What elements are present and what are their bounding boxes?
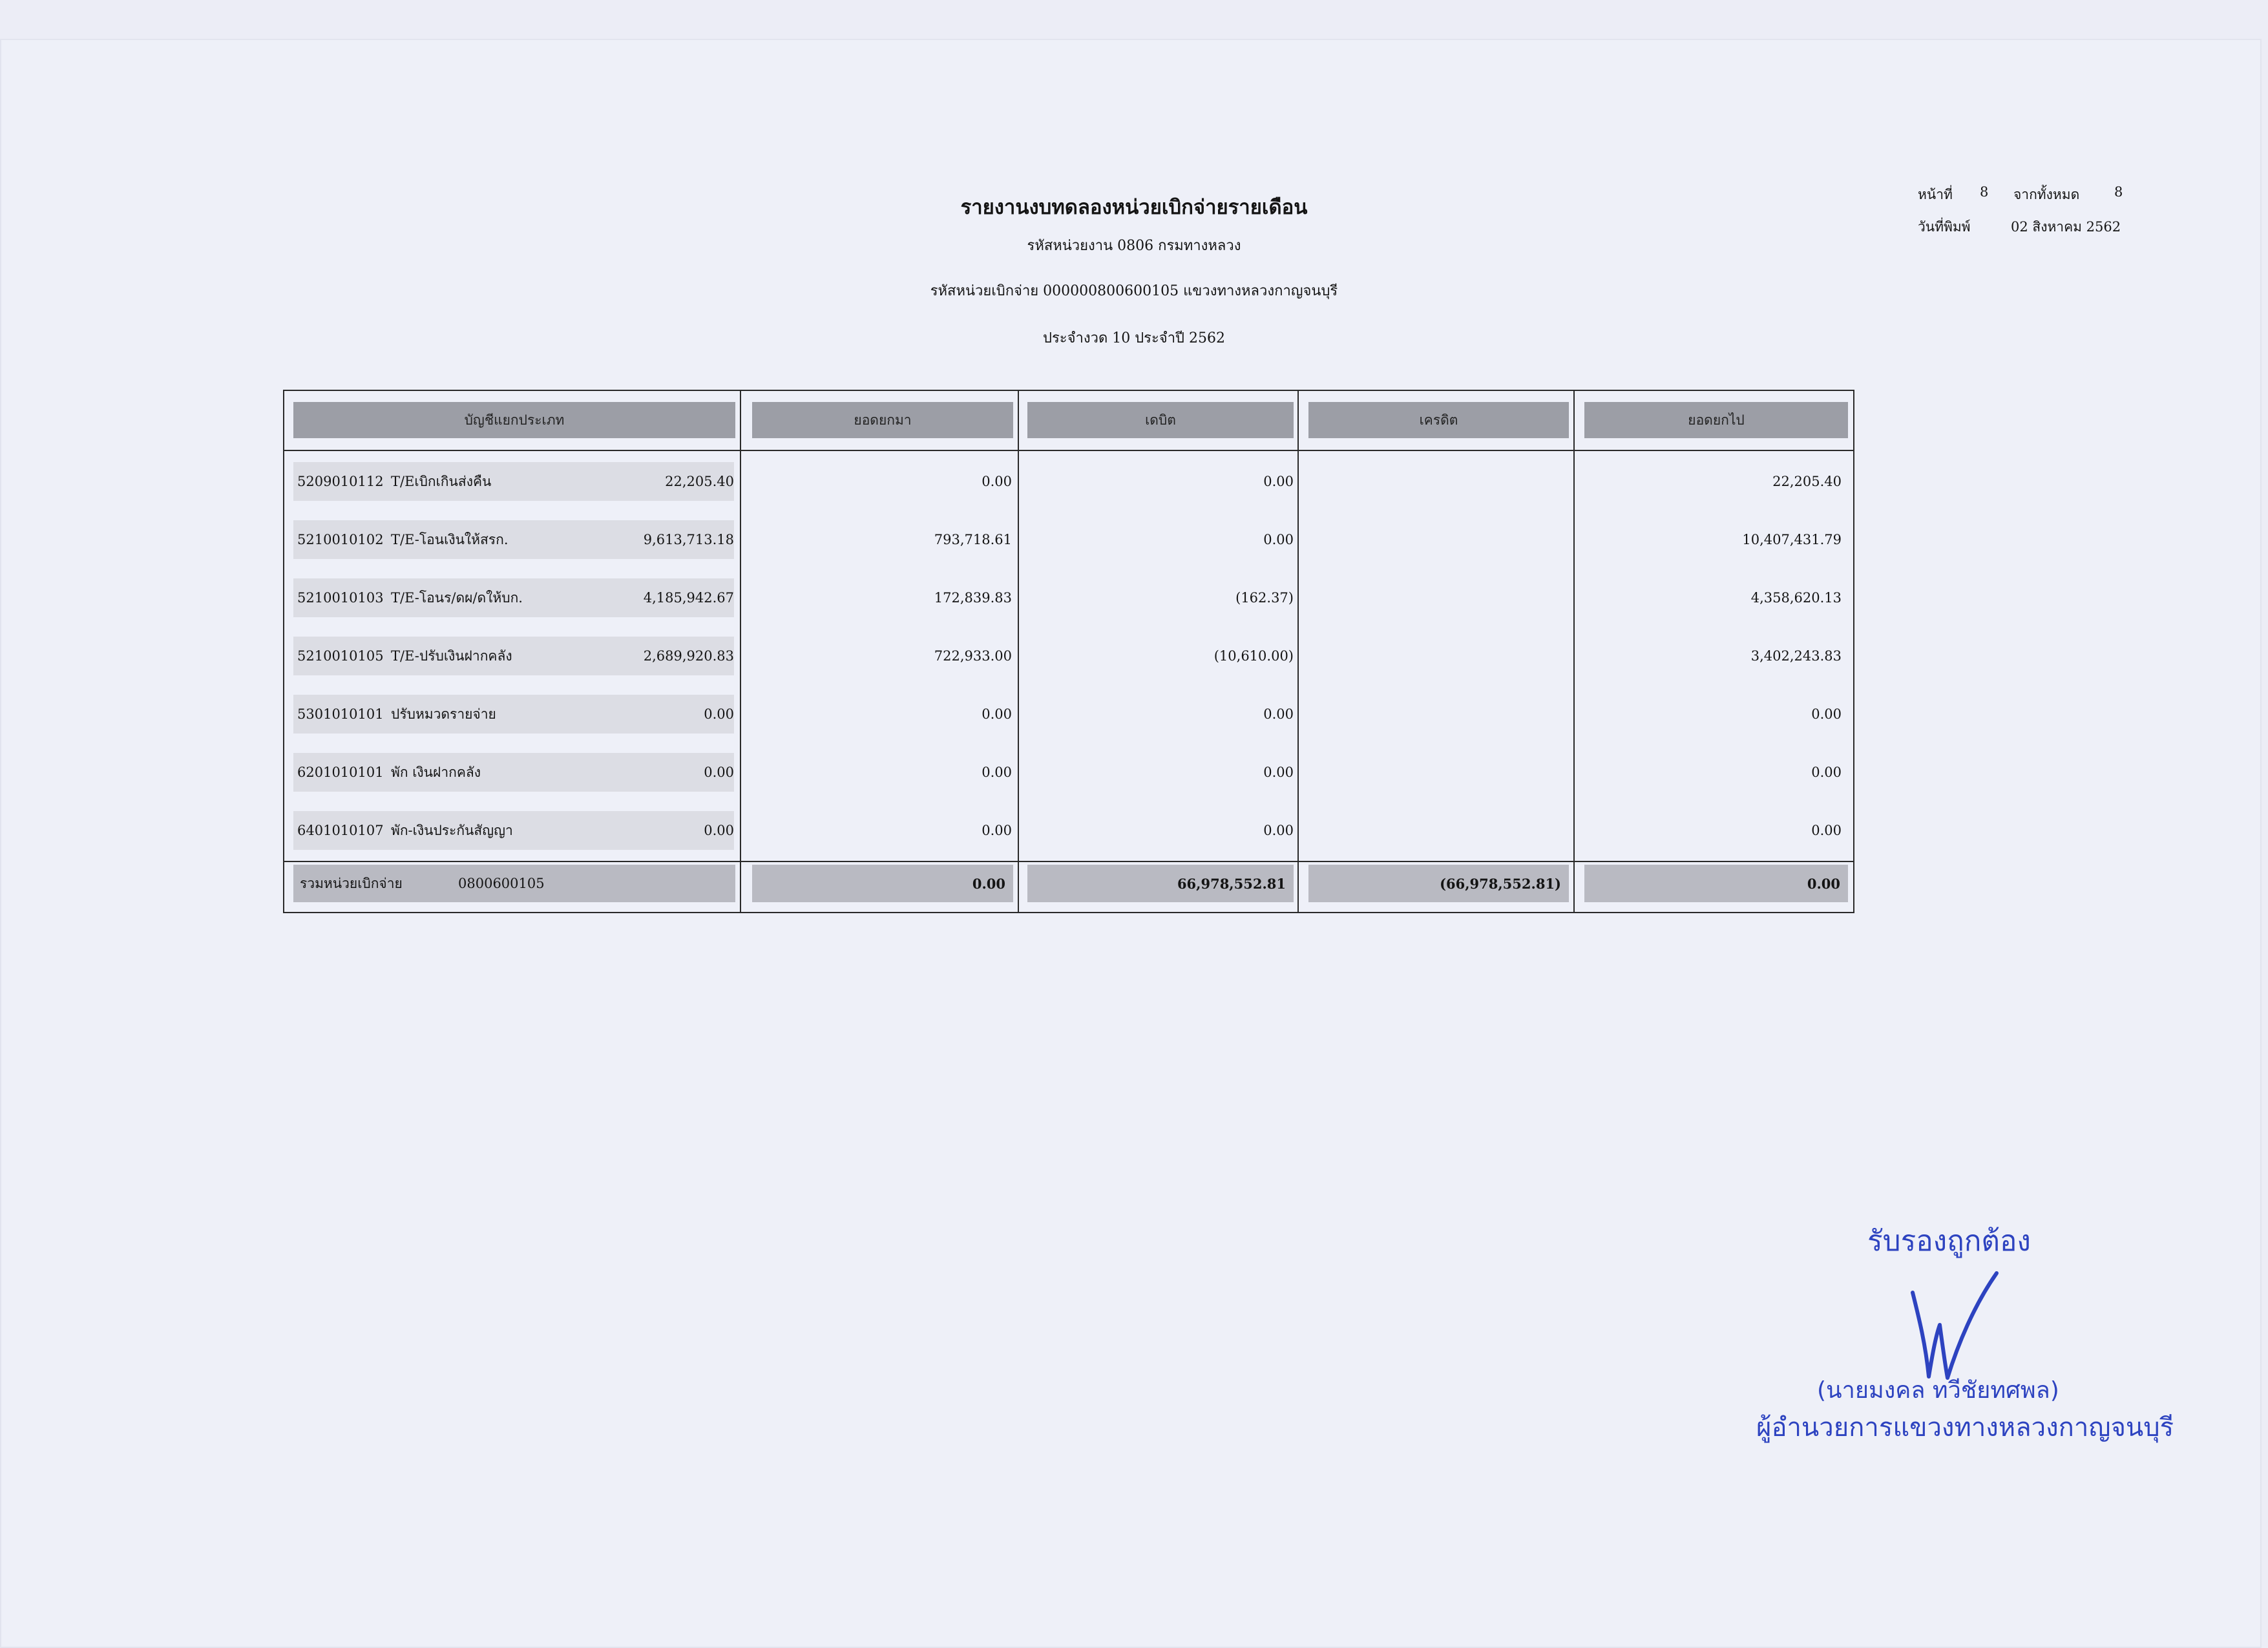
- carried-forward-value: 22,205.40: [1772, 474, 1842, 489]
- brought-forward-value: 0.00: [704, 765, 734, 780]
- brought-forward-value: 4,185,942.67: [643, 590, 734, 606]
- account-code: 5210010102: [297, 532, 384, 547]
- debit-value: 0.00: [982, 474, 1012, 489]
- debit-value: 172,839.83: [934, 590, 1012, 606]
- account-name: พัก-เงินประกันสัญญา: [391, 822, 513, 838]
- brought-forward-value: 0.00: [704, 823, 734, 838]
- debit-value: 0.00: [982, 823, 1012, 838]
- total-brought-forward: 0.00: [752, 865, 1013, 902]
- table-row: [284, 811, 1853, 850]
- total-label-cell: [293, 865, 735, 902]
- credit-value: (162.37): [1235, 590, 1294, 606]
- account-code: 5209010112: [297, 474, 384, 489]
- credit-value: 0.00: [1263, 765, 1294, 780]
- account-name: ปรับหมวดรายจ่าย: [391, 706, 496, 722]
- carried-forward-value: 4,358,620.13: [1750, 590, 1842, 606]
- table-row: [284, 462, 1853, 501]
- period-line: ประจำงวด 10 ประจำปี 2562: [1043, 330, 1225, 346]
- account-name: พัก เงินฝากคลัง: [391, 764, 481, 780]
- account-name: T/E-โอนร/ดผ/ดให้บก.: [391, 589, 523, 606]
- brought-forward-value: 9,613,713.18: [643, 532, 734, 547]
- account-code: 6401010107: [297, 823, 384, 838]
- debit-value: 722,933.00: [934, 648, 1012, 664]
- agency-line: รหัสหน่วยงาน 0806 กรมทางหลวง: [1027, 238, 1241, 254]
- carried-forward-value: 10,407,431.79: [1742, 532, 1842, 547]
- column-header-carried-forward: ยอดยกไป: [1584, 402, 1848, 438]
- total-carried-forward: 0.00: [1584, 865, 1848, 902]
- page-label: หน้าที่: [1918, 187, 1953, 202]
- credit-value: 0.00: [1263, 823, 1294, 838]
- debit-value: 0.00: [982, 765, 1012, 780]
- credit-value: 0.00: [1263, 532, 1294, 547]
- brought-forward-value: 0.00: [704, 706, 734, 722]
- account-code: 5210010105: [297, 648, 384, 664]
- print-date-label: วันที่พิมพ์: [1918, 219, 1971, 235]
- credit-value: 0.00: [1263, 706, 1294, 722]
- total-credit: (66,978,552.81): [1308, 865, 1569, 902]
- account-name: T/E-ปรับเงินฝากคลัง: [391, 648, 512, 664]
- account-name: T/Eเบิกเกินส่งคืน: [391, 473, 492, 489]
- column-header-credit: เครดิต: [1308, 402, 1569, 438]
- signer-title: ผู้อำนวยการแขวงทางหลวงกาญจนบุรี: [1756, 1413, 2174, 1442]
- column-header-debit: เดบิต: [1027, 402, 1294, 438]
- account-code: 6201010101: [297, 765, 384, 780]
- carried-forward-value: 0.00: [1811, 706, 1842, 722]
- total-row: [284, 861, 1853, 913]
- trial-balance-table: [283, 390, 1854, 913]
- signer-name: (นายมงคล ทวีชัยทศพล): [1817, 1377, 2059, 1404]
- brought-forward-value: 2,689,920.83: [643, 648, 734, 664]
- print-date: 02 สิงหาคม 2562: [2011, 219, 2121, 235]
- certified-stamp: รับรองถูกต้อง: [1867, 1225, 2031, 1258]
- unit-line: รหัสหน่วยเบิกจ่าย 000000800600105 แขวงทางหลวงกาญจนบุรี: [930, 283, 1338, 299]
- total-label: จากทั้งหมด: [2013, 187, 2080, 202]
- account-code: 5210010103: [297, 590, 384, 606]
- signature-mark: [1900, 1267, 2003, 1383]
- report-title: รายงานงบทดลองหน่วยเบิกจ่ายรายเดือน: [960, 196, 1308, 219]
- carried-forward-value: 0.00: [1811, 823, 1842, 838]
- credit-value: 0.00: [1263, 474, 1294, 489]
- total-pages: 8: [2114, 184, 2123, 200]
- debit-value: 0.00: [982, 706, 1012, 722]
- page-number: 8: [1980, 184, 1989, 200]
- table-row: [284, 695, 1853, 734]
- credit-value: (10,610.00): [1213, 648, 1294, 664]
- table-row: [284, 520, 1853, 559]
- debit-value: 793,718.61: [934, 532, 1012, 547]
- total-unit-code: 0800600105: [458, 876, 545, 891]
- account-name: T/E-โอนเงินให้สรก.: [391, 531, 509, 547]
- carried-forward-value: 3,402,243.83: [1750, 648, 1842, 664]
- brought-forward-value: 22,205.40: [665, 474, 734, 489]
- total-debit: 66,978,552.81: [1027, 865, 1294, 902]
- carried-forward-value: 0.00: [1811, 765, 1842, 780]
- total-label: รวมหน่วยเบิกจ่าย: [300, 875, 403, 891]
- column-header-brought-forward: ยอดยกมา: [752, 402, 1013, 438]
- column-header-account: บัญชีแยกประเภท: [293, 402, 735, 438]
- table-row: [284, 637, 1853, 675]
- account-code: 5301010101: [297, 706, 384, 722]
- table-row: [284, 578, 1853, 617]
- table-row: [284, 753, 1853, 792]
